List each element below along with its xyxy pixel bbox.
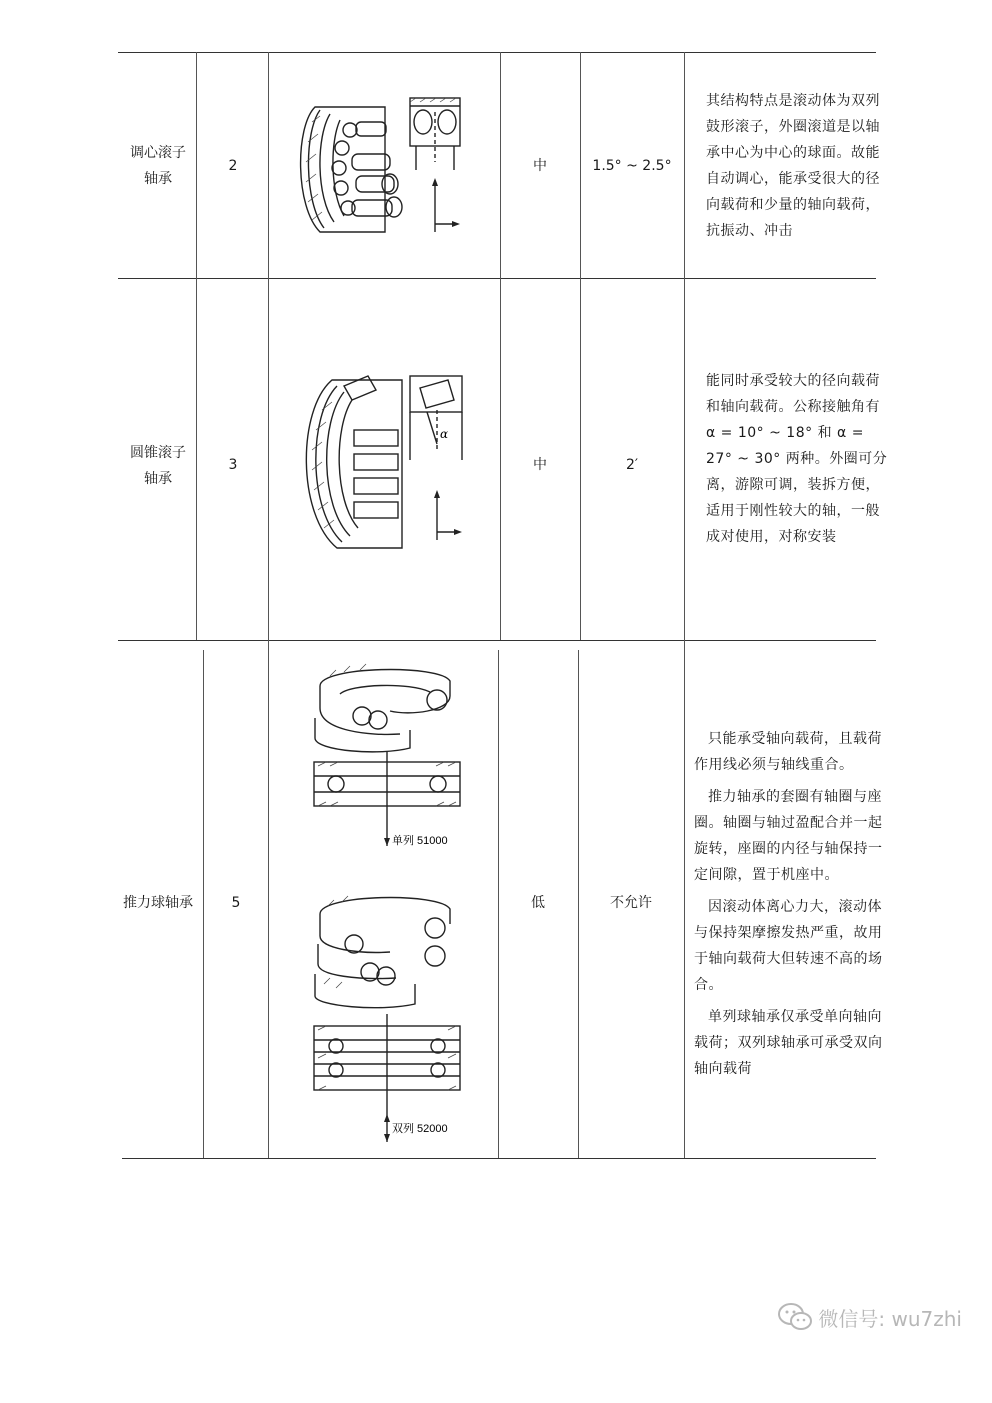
row-divider-1 [118, 278, 876, 279]
double-row-label: 双列 52000 [392, 1123, 448, 1135]
bearing-code: 2 [228, 158, 238, 174]
watermark-text: 微信号: wu7zhi [818, 1306, 962, 1331]
bearing-code: 3 [228, 457, 238, 473]
description-paragraph: 只能承受轴向载荷，且载荷作用线必须与轴线重合。 [694, 731, 882, 773]
single-row-label: 单列 51000 [392, 835, 448, 847]
col-divider-2 [268, 52, 269, 1158]
bearing-name: 推力球轴承 [123, 895, 193, 911]
angle-value: 2′ [625, 457, 639, 473]
bearing-name: 调心滚子 轴承 [130, 145, 186, 187]
single-thrust-bearing-figure [300, 656, 475, 856]
description-paragraph: 推力轴承的套圈有轴圈与座圈。轴圈与轴过盈配合并一起旋转，座圈的内径与轴保持一定间隙，置于机座中。 [694, 789, 883, 883]
spherical-roller-bearing-figure [290, 92, 475, 242]
wechat-watermark [778, 1302, 962, 1332]
angle-value: 1.5° ~ 2.5° [592, 158, 672, 174]
col-divider-5 [684, 52, 685, 1158]
description-paragraph: 单列球轴承仅承受单向轴向载荷；双列球轴承可承受双向轴向载荷 [694, 1009, 883, 1077]
speed-value: 中 [533, 457, 547, 473]
speed-value: 低 [531, 895, 545, 911]
bearing-description [706, 88, 890, 244]
bearing-description [694, 726, 890, 1082]
double-thrust-bearing-figure [300, 884, 475, 1146]
description-paragraph: 能同时承受较大的径向载荷和轴向载荷。公称接触角有 α = 10° ~ 18° 和 α = 27° ~ 30° 两种。外圈可分离，游隙可调，装拆方便，适用于刚性较大的轴，一般成对使用，对称安装 [706, 373, 888, 545]
table-bottom-rule [122, 1158, 876, 1159]
col-divider-3 [500, 52, 501, 640]
description-paragraph: 因滚动体离心力大，滚动体与保持架摩擦发热严重，故用于轴向载荷大但转速不高的场合。 [694, 899, 883, 993]
bearing-code: 5 [231, 895, 241, 911]
angle-value: 不允许 [610, 895, 652, 911]
speed-value: 中 [533, 158, 547, 174]
table-top-rule [118, 52, 876, 53]
row-divider-2 [118, 640, 876, 641]
col-divider-1 [196, 52, 197, 640]
bearing-name: 圆锥滚子 轴承 [130, 445, 186, 487]
col-divider-4 [580, 52, 581, 640]
contact-angle-label: α [440, 427, 449, 441]
description-paragraph: 其结构特点是滚动体为双列鼓形滚子，外圈滚道是以轴承中心为中心的球面。故能自动调心，能承受很大的径向载荷和少量的轴向载荷，抗振动、冲击 [706, 93, 880, 239]
tapered-roller-bearing-figure [292, 370, 477, 555]
wechat-icon [778, 1302, 812, 1332]
bearing-description [706, 368, 890, 550]
